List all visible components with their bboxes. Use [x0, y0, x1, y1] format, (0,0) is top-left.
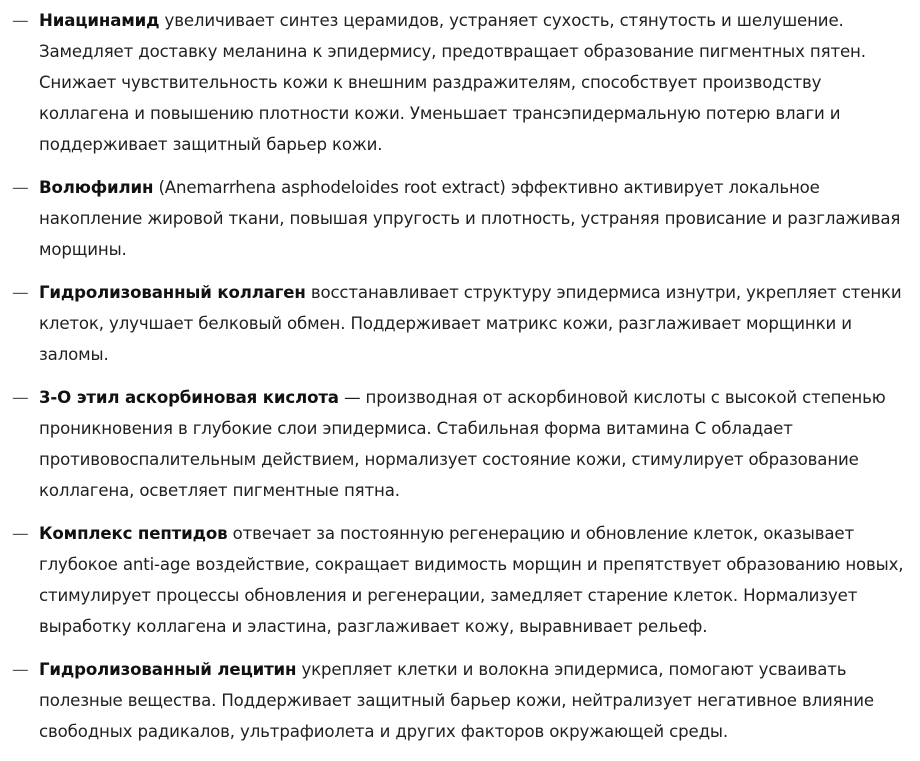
ingredient-hydrolyzed-lecithin: [0, 654, 920, 747]
ingredient-description: — производная от аскорбиновой кислоты с высокой степенью проникновения в глубокие слои эпидермиса. Стабильная форма витамина С обладает противовоспалительным действием, нормализует состояние кожи, стимулирует образование коллагена, осветляет пигментные пятна.: [39, 388, 886, 500]
ingredient-niacinamide: [0, 5, 920, 160]
ingredient-description: восстанавливает структуру эпидермиса изнутри, укрепляет стенки клеток, улучшает белковый обмен. Поддерживает матрикс кожи, разглаживает морщинки и заломы.: [39, 283, 902, 364]
ingredient-hydrolyzed-collagen: [0, 277, 920, 370]
ingredient-term: Волюфилин: [39, 178, 154, 197]
dash-marker: —: [12, 178, 29, 197]
ingredient-term: Гидролизованный лецитин: [39, 660, 297, 679]
dash-marker: —: [12, 283, 29, 302]
ingredient-description: увеличивает синтез церамидов, устраняет сухость, стянутость и шелушение. Замедляет доставку меланина к эпидермису, предотвращает образование пигментных пятен. Снижает чувствительность кожи к внешним раздражителям, способствует производству коллагена и повышению плотности кожи. Уменьшает трансэпидермальную потерю влаги и поддерживает защитный барьер кожи.: [39, 11, 866, 154]
ingredient-volufiline: [0, 172, 920, 265]
dash-marker: —: [12, 660, 29, 679]
dash-marker: —: [12, 11, 29, 30]
ingredient-term: Комплекс пептидов: [39, 524, 228, 543]
ingredient-term: Гидролизованный коллаген: [39, 283, 306, 302]
ingredient-description: (Anemarrhena asphodeloides root extract) эффективно активирует локальное накопление жировой ткани, повышая упругость и плотность, устраняя провисание и разглаживая морщины.: [39, 178, 901, 259]
ingredient-ethyl-ascorbic-acid: [0, 382, 920, 506]
dash-marker: —: [12, 524, 29, 543]
ingredient-term: Ниацинамид: [39, 11, 160, 30]
dash-marker: —: [12, 388, 29, 407]
ingredient-description: укрепляет клетки и волокна эпидермиса, помогают усваивать полезные вещества. Поддерживает защитный барьер кожи, нейтрализует негативное влияние свободных радикалов, ультрафиолета и других факторов окружающей среды.: [39, 660, 874, 741]
ingredient-peptide-complex: [0, 518, 920, 642]
ingredient-term: 3-О этил аскорбиновая кислота: [39, 388, 339, 407]
ingredient-description: отвечает за постоянную регенерацию и обновление клеток, оказывает глубокое anti-age воздействие, сокращает видимость морщин и препятствует образованию новых, стимулирует процессы обновления и регенерации, замедляет старение клеток. Нормализует выработку коллагена и эластина, разглаживает кожу, выравнивает рельеф.: [39, 524, 904, 636]
ingredient-list: [0, 5, 920, 747]
